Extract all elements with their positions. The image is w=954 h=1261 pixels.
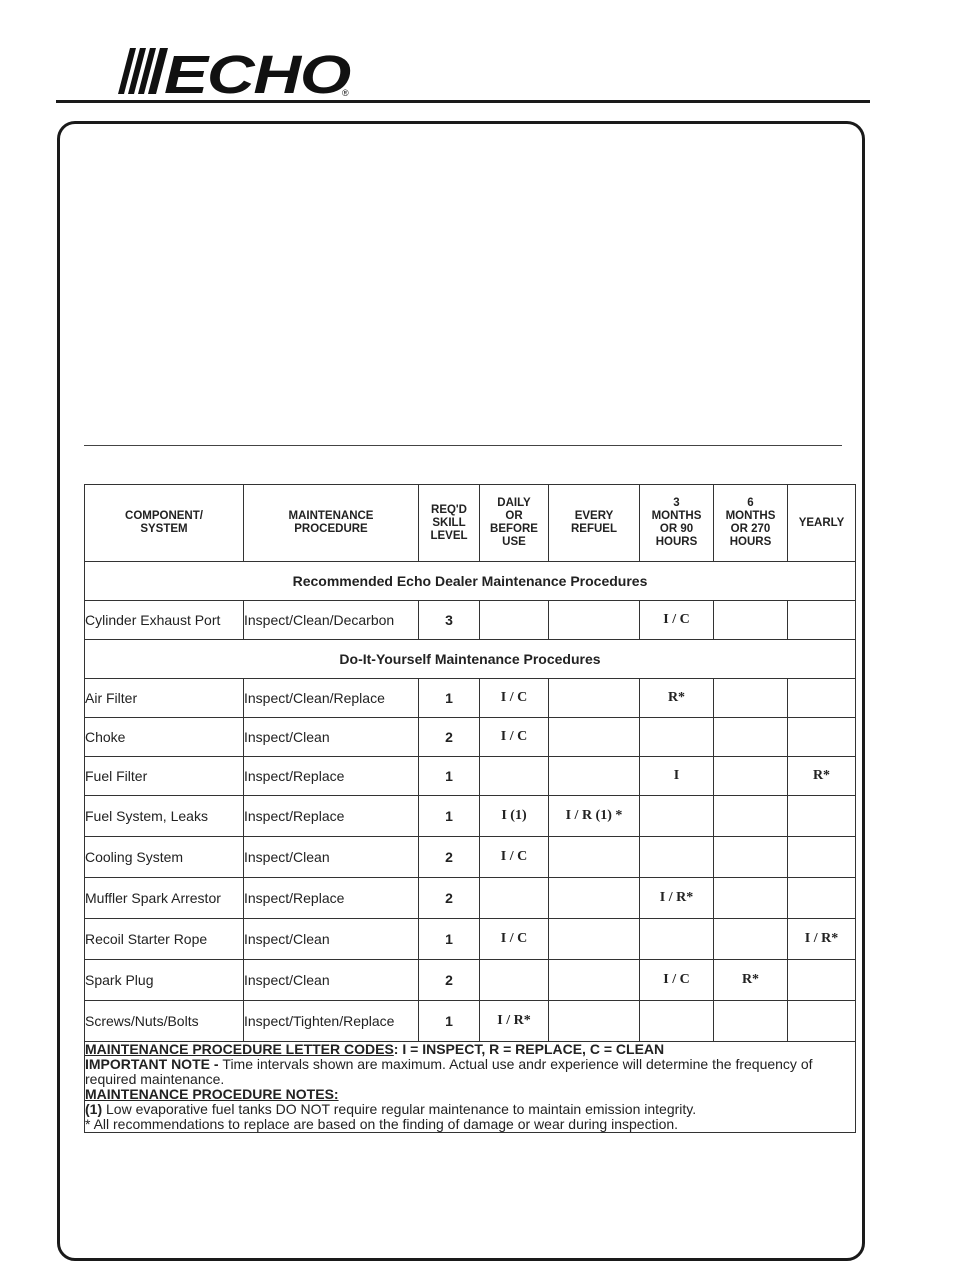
header-3-months: 3 MONTHS OR 90 HOURS — [640, 485, 714, 562]
procedure-cell: Inspect/Clean — [244, 837, 419, 878]
maintenance-table — [84, 484, 856, 1133]
refuel-cell — [549, 757, 640, 796]
procedure-cell: Inspect/Clean — [244, 960, 419, 1001]
table-row — [85, 601, 856, 640]
three-month-cell — [640, 718, 714, 757]
procedure-cell: Inspect/Clean/Replace — [244, 679, 419, 718]
table-row — [85, 878, 856, 919]
component-cell: Muffler Spark Arrestor — [85, 878, 244, 919]
procedure-cell: Inspect/Clean — [244, 919, 419, 960]
yearly-cell: R* — [788, 757, 856, 796]
six-month-cell — [714, 679, 788, 718]
yearly-cell — [788, 601, 856, 640]
three-month-cell — [640, 919, 714, 960]
component-cell: Fuel System, Leaks — [85, 796, 244, 837]
header-procedure: MAINTENANCE PROCEDURE — [244, 485, 419, 562]
table-row — [85, 1001, 856, 1042]
refuel-cell — [549, 919, 640, 960]
table-row — [85, 960, 856, 1001]
important-note-text: Time intervals shown are maximum. Actual use andr experience will determine the frequency of required maintenance. — [85, 1056, 813, 1087]
yearly-cell — [788, 878, 856, 919]
note-1-label: (1) — [85, 1101, 103, 1117]
six-month-cell: R* — [714, 960, 788, 1001]
three-month-cell — [640, 837, 714, 878]
yearly-cell — [788, 796, 856, 837]
header-daily: DAILY OR BEFORE USE — [480, 485, 549, 562]
procedure-cell: Inspect/Tighten/Replace — [244, 1001, 419, 1042]
three-month-cell: I / C — [640, 601, 714, 640]
three-month-cell: R* — [640, 679, 714, 718]
refuel-cell — [549, 878, 640, 919]
refuel-cell — [549, 837, 640, 878]
six-month-cell — [714, 601, 788, 640]
section-row-dealer — [85, 562, 856, 601]
refuel-cell — [549, 601, 640, 640]
six-month-cell — [714, 757, 788, 796]
section-title-diy: Do-It-Yourself Maintenance Procedures — [85, 640, 856, 679]
daily-cell: I / C — [480, 919, 549, 960]
six-month-cell — [714, 796, 788, 837]
procedure-cell: Inspect/Clean — [244, 718, 419, 757]
component-cell: Fuel Filter — [85, 757, 244, 796]
three-month-cell: I / C — [640, 960, 714, 1001]
yearly-cell — [788, 960, 856, 1001]
daily-cell: I / R* — [480, 1001, 549, 1042]
component-cell: Spark Plug — [85, 960, 244, 1001]
three-month-cell — [640, 796, 714, 837]
skill-cell: 2 — [419, 718, 480, 757]
yearly-cell — [788, 837, 856, 878]
refuel-cell: I / R (1) * — [549, 796, 640, 837]
header-row — [85, 485, 856, 562]
skill-cell: 1 — [419, 679, 480, 718]
daily-cell: I (1) — [480, 796, 549, 837]
skill-cell: 2 — [419, 837, 480, 878]
six-month-cell — [714, 919, 788, 960]
six-month-cell — [714, 718, 788, 757]
header-refuel: EVERY REFUEL — [549, 485, 640, 562]
logo-wordmark: ECHO — [164, 45, 352, 98]
letter-codes-heading: MAINTENANCE PROCEDURE LETTER CODES — [85, 1041, 394, 1057]
yearly-cell — [788, 1001, 856, 1042]
important-note — [85, 1057, 855, 1087]
daily-cell — [480, 757, 549, 796]
yearly-cell — [788, 679, 856, 718]
component-cell: Screws/Nuts/Bolts — [85, 1001, 244, 1042]
skill-cell: 1 — [419, 796, 480, 837]
skill-cell: 1 — [419, 757, 480, 796]
daily-cell: I / C — [480, 679, 549, 718]
skill-cell: 3 — [419, 601, 480, 640]
note-1 — [85, 1102, 855, 1117]
notes-cell — [85, 1042, 856, 1133]
header-yearly: YEARLY — [788, 485, 856, 562]
skill-cell: 2 — [419, 878, 480, 919]
daily-cell — [480, 601, 549, 640]
yearly-cell — [788, 718, 856, 757]
three-month-cell: I / R* — [640, 878, 714, 919]
table-row — [85, 796, 856, 837]
section-divider — [84, 445, 842, 446]
skill-cell: 1 — [419, 1001, 480, 1042]
procedure-cell: Inspect/Replace — [244, 796, 419, 837]
procedure-cell: Inspect/Replace — [244, 757, 419, 796]
note-1-text: Low evaporative fuel tanks DO NOT require regular maintenance to maintain emission integrity. — [102, 1101, 697, 1117]
component-cell: Air Filter — [85, 679, 244, 718]
refuel-cell — [549, 718, 640, 757]
notes-row — [85, 1042, 856, 1133]
refuel-cell — [549, 960, 640, 1001]
table-row — [85, 757, 856, 796]
echo-logo — [116, 44, 356, 98]
note-star: * All recommendations to replace are based on the finding of damage or wear during inspection. — [85, 1116, 679, 1132]
section-title-dealer: Recommended Echo Dealer Maintenance Procedures — [85, 562, 856, 601]
six-month-cell — [714, 1001, 788, 1042]
table-row — [85, 718, 856, 757]
skill-cell: 1 — [419, 919, 480, 960]
three-month-cell: I — [640, 757, 714, 796]
daily-cell — [480, 878, 549, 919]
procedure-cell: Inspect/Clean/Decarbon — [244, 601, 419, 640]
table-row — [85, 679, 856, 718]
table-row — [85, 919, 856, 960]
notes-heading: MAINTENANCE PROCEDURE NOTES: — [85, 1086, 339, 1102]
refuel-cell — [549, 1001, 640, 1042]
important-note-label: IMPORTANT NOTE - — [85, 1056, 223, 1072]
registered-mark: ® — [342, 88, 349, 98]
procedure-cell: Inspect/Replace — [244, 878, 419, 919]
component-cell: Cooling System — [85, 837, 244, 878]
section-row-diy — [85, 640, 856, 679]
component-cell: Recoil Starter Rope — [85, 919, 244, 960]
three-month-cell — [640, 1001, 714, 1042]
daily-cell — [480, 960, 549, 1001]
refuel-cell — [549, 679, 640, 718]
table-row — [85, 837, 856, 878]
component-cell: Choke — [85, 718, 244, 757]
component-cell: Cylinder Exhaust Port — [85, 601, 244, 640]
six-month-cell — [714, 837, 788, 878]
header-skill: REQ'D SKILL LEVEL — [419, 485, 480, 562]
letter-codes-line — [85, 1042, 855, 1057]
yearly-cell: I / R* — [788, 919, 856, 960]
daily-cell: I / C — [480, 718, 549, 757]
six-month-cell — [714, 878, 788, 919]
daily-cell: I / C — [480, 837, 549, 878]
header-rule — [56, 100, 870, 103]
letter-codes-text: : I = INSPECT, R = REPLACE, C = CLEAN — [393, 1041, 665, 1057]
header-6-months: 6 MONTHS OR 270 HOURS — [714, 485, 788, 562]
skill-cell: 2 — [419, 960, 480, 1001]
header-component: COMPONENT/ SYSTEM — [85, 485, 244, 562]
